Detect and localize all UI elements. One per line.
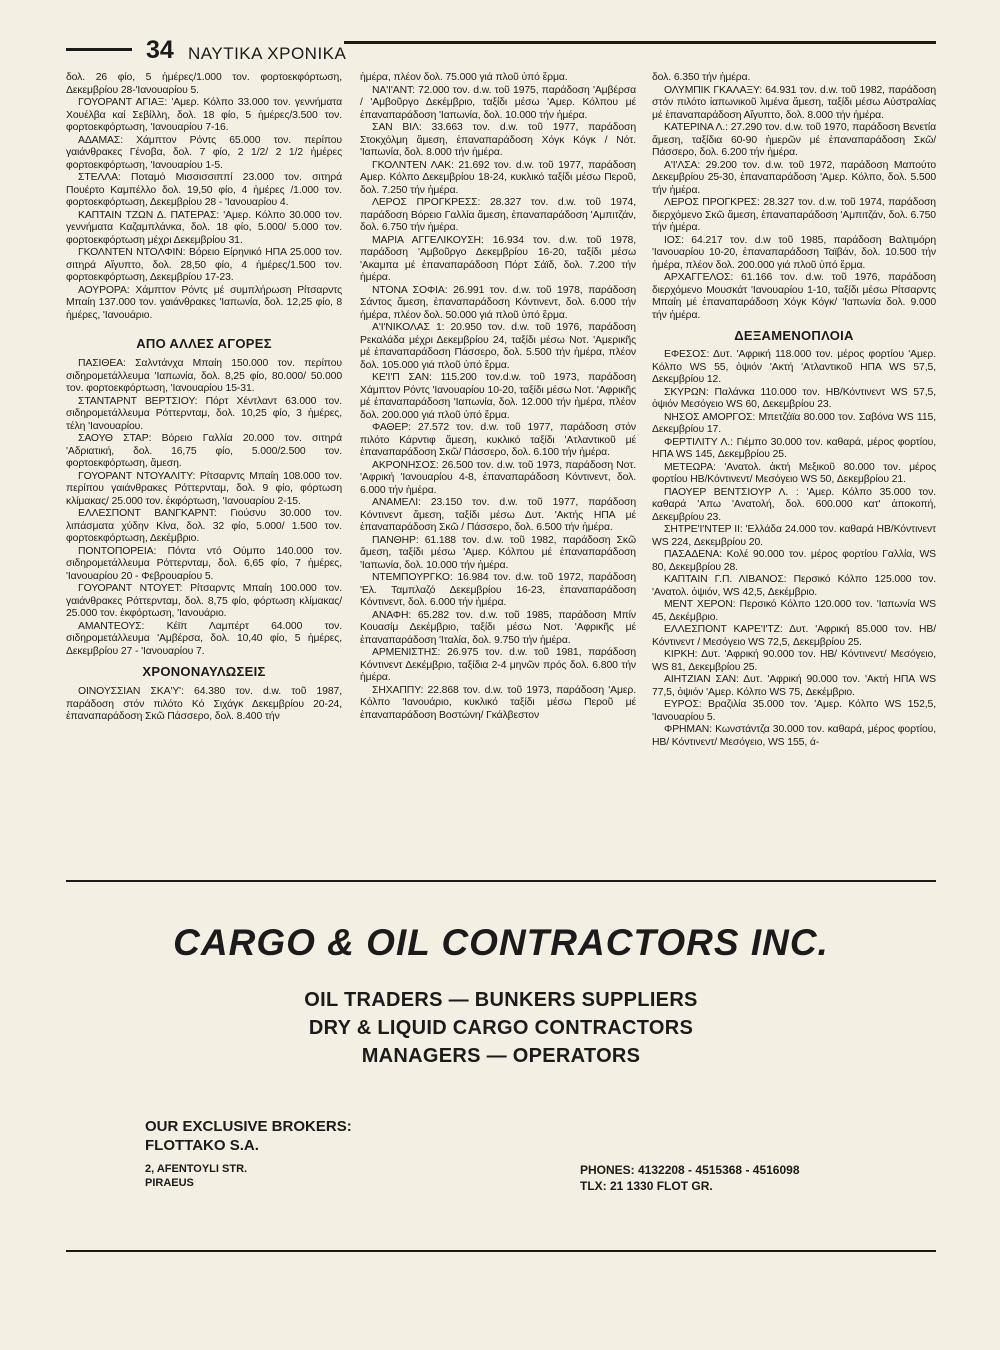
charter-entry: ΜΑΡΙΑ ΑΓΓΕΛΙΚΟΥΣΗ: 16.934 τον. d.w. τοῦ 1978, παράδοση 'Αμβοῦργο Δεκεμβρίου 16-20, ταξίδι μέσω 'Ακαμπα μέ ἐπαναπαράδοση Πόρτ Σάϊδ, δολ. 7.200 τήν ἡμέρα. (360, 234, 636, 283)
column-right (652, 72, 936, 749)
ad-tagline: OIL TRADERS — BUNKERS SUPPLIERS (304, 989, 698, 1011)
ad-tagline: MANAGERS — OPERATORS (361, 1045, 641, 1067)
column-left-intro: δολ. 26 φίο, 5 ἡμέρες/1.000 τον. φορτοεκφόρτωση, Δεκεμβρίου 28-'Ιανουαρίου 5. (66, 72, 342, 96)
ad-company-name: CARGO & OIL CONTRACTORS INC. (173, 922, 829, 963)
charter-entry: ΑΝΑΦΗ: 65.282 τον. d.w. τοῦ 1985, παράδοση Μπίν Κουασίμ Δεκέμβριο, ταξίδι μέσω Νοτ. 'Αφρικῆς μέ ἐπαναπαράδοση 'Ιταλία, δολ. 9.750 τήν ἡμέρα. (360, 609, 636, 646)
charter-entry: ΑΡΧΑΓΓΕΛΟΣ: 61.166 τον. d.w. τοῦ 1976, παράδοση διερχόμενο Μουσκάτ 'Ιανουαρίου 1-10, ταξίδι μέσω Ρίτσαρντς Μπαίη μέ ἐπαναπαράδοση Χόγκ Κόγκ/ 'Ιαπωνία δολ. 9.000 τήν ἡμέρα. (652, 272, 936, 321)
charter-entry: Α'Ι'ΝΙΚΟΛΑΣ 1: 20.950 τον. d.w. τοῦ 1976, παράδοση Ρεκαλάδα μέχρι Δεκεμβρίου 24, ταξίδι μέσω Νοτ. 'Αμερικῆς μέ ἐπαναπαράδοση Πάσσερο, δολ. 5.500 τήν ἡμέρα, πλέον δολ. 105.000 γιά πλοῦ ὑπό ἕρμα. (360, 322, 636, 371)
charter-entry: ΓΚΟΛΝΤΕΝ ΛΑΚ: 21.692 τον. d.w. τοῦ 1977, παράδοση Αμερ. Κόλπο Δεκεμβρίου 18-24, κυκλικό ταξίδι μέσω Περοῦ, δολ. 7.250 τήν ἡμέρα. (360, 159, 636, 196)
charter-entry: ΕΥΡΟΣ: Βραζιλία 35.000 τον. 'Αμερ. Κόλπο WS 152,5, 'Ιανουαρίου 5. (652, 699, 936, 723)
charter-entry: ΚΑΠΤΑΙΝ Γ.Π. ΛΙΒΑΝΟΣ: Περσικό Κόλπο 125.000 τον. 'Ανατολ. ὀψιόν, WS 42,5, Δεκέμβριο. (652, 574, 936, 598)
charter-entry: ΑΜΑΝΤΕΟΥΣ: Κέϊπ Λαμπέρτ 64.000 τον. σιδηρομετάλλευμα 'Αμβέρσα, δολ. 10,40 φίο, 5 ἡμέρες, Δεκεμβρίου 27 - 'Ιανουαρίου 7. (66, 620, 342, 657)
charter-entry: ΙΟΣ: 64.217 τον. d.w τοῦ 1985, παράδοση Βαλτιμόρη 'Ιανουαρίου 10-20, ἐπαναπαράδοση Ταϊβάν, δολ. 10.500 τήν ἡμέρα, πλέον δολ. 200.000 γιά πλοῦ ὑπό ἕρμα. (652, 234, 936, 271)
charter-entry: ΑΔΑΜΑΣ: Χάμπτον Ρόντς 65.000 τον. περίπου γαιάνθρακες Γένοβα, δολ. 7 φίο, 2 1/2/ 2 1/2 ἡμέρες φορτοεκφόρτωση, 'Ιανουαρίου 1-5. (66, 134, 342, 171)
section-heading-time-charters: ΧΡΟΝΟΝΑΥΛΩΣΕΙΣ (142, 664, 266, 679)
charter-entry: ΦΕΡΤΙΛΙΤΥ Λ.: Γιέμπο 30.000 τον. καθαρά, μέρος φορτίου, ΗΠΑ WS 145, Δεκεμβρίου 25. (652, 436, 936, 460)
charter-entry: ΝΤΟΝΑ ΣΟΦΙΑ: 26.991 τον. d.w. τοῦ 1978, παράδοση Σάντος ἄμεση, ἐπαναπαράδοση Κόντινεντ, δολ. 6.000 τήν ἡμέρα, πλέον δολ. 50.000 γιά πλοῦ ὑπό ἕρμα. (360, 284, 636, 321)
charter-entry: ΛΕΡΟΣ ΠΡΟΓΚΡΕΣΣ: 28.327 τον. d.w. τοῦ 1974, παράδοση Βόρειο Γαλλία ἄμεση, ἐπαναπαράδοση 'Αμπιτζάν, δολ. 6.750 τήν ἡμέρα. (360, 197, 636, 233)
charter-entry: ΝΑ'Ι'ΑΝΤ: 72.000 τον. d.w. τοῦ 1975, παράδοση 'Αμβέρσα / 'Αμβοῦργο Δεκέμβριο, ταξίδι μέσω 'Αμερ. Κόλπου μέ ἐπαναπαράδοση 'Ιαπωνία, δολ. 10.000 τήν ἡμέρα. (360, 84, 636, 121)
charter-entry: ΠΑΣΙΘΕΑ: Σαλντάνχα Μπαίη 150.000 τον. περίπου σιδηρομετάλλευμα 'Ιαπωνία, δολ. 8,25 φίο, 80.000/ 50.000 τον. φορτοεκφόρτωση, 'Ιανουαρίου 15-31. (66, 358, 342, 394)
charter-entry: ΠΑΝΘΗΡ: 61.188 τον. d.w. τοῦ 1982, παράδοση Σκῶ ἄμεση, ταξίδι μέσω 'Αμερ. Κόλπου μέ ἐπαναπαράδοση 'Ιαπωνία, δολ. 10.000 τήν ἡμέρα. (360, 534, 636, 571)
column-left (66, 72, 342, 724)
page-header (66, 36, 936, 70)
charter-entry: ΣΗΤΡΕ'Ι'ΝΤΕΡ II: 'Ελλάδα 24.000 τον. καθαρά HB/Κόντινεντ WS 224, Δεκεμβρίου 20. (652, 524, 936, 548)
divider-rule (66, 880, 936, 882)
charter-entry: ΓΟΥΟΡΑΝΤ ΑΓΙΑΞ: 'Αμερ. Κόλπο 33.000 τον. γεννήματα Χουέλβα καί Σεβίλλη, δολ. 18 φίο, 5 ἡμέρες/3.500 τον. φορτοεκφόρτωση, 'Ιανουαρίου 7-16. (66, 97, 342, 133)
charter-entry: ΣΑΟΥΘ ΣΤΑΡ: Βόρειο Γαλλία 20.000 τον. σιτηρά 'Αδριατική, δολ. 16,75 φίο, 5.000/2.500 τον. φορτοεκφόρτωση, ἄμεση. (66, 433, 342, 469)
charter-entry: ΚΕ'Ι'Π ΣΑΝ: 115.200 τον.d.w. τοῦ 1973, παράδοση Χάμπτον Ρόντς 'Ιανουαρίου 10-20, ταξίδι μέσω Νοτ. 'Αφρικῆς μέ ἐπαναπαράδοση 'Ιαπωνία, δολ. 12.000 τήν ἡμέρα, πλέον δολ. 200.000 γιά πλοῦ ὑπό ἕρμα. (360, 372, 636, 421)
ad-phones: PHONES: 4132208 - 4515368 - 4516098 (580, 1163, 800, 1177)
column-middle-intro: ἡμέρα, πλέον δολ. 75.000 γιά πλοῦ ὑπό ἕρμα. (360, 72, 568, 83)
charter-entry: Α'Ι'ΛΣΑ: 29.200 τον. d.w. τοῦ 1972, παράδοση Μαπούτο Δεκεμβρίου 25-30, ἐπαναπαράδοση 'Αμερ. Κόλπο, δολ. 5.500 τήν ἡμέρα. (652, 159, 936, 196)
charter-entry: ΑΝΑΜΕΛΙ: 23.150 τον. d.w. τοῦ 1977, παράδοση Κόντινεντ ἄμεση, ταξίδι μέσω Δυτ. 'Ακτής ΗΠΑ μέ ἐπαναπαράδοση Σκῶ / Πάσσερο, δολ. 6.500 τήν ἡμέρα. (360, 497, 636, 533)
charter-entry: ΠΑΟΥΕΡ ΒΕΝΤΣΙΟΥΡ Λ. : 'Αμερ. Κόλπο 35.000 τον. καθαρά 'Απω 'Ανατολή, δολ. 600.000 κατ' ἀποκοπή, Δεκεμβρίου 23. (652, 486, 936, 523)
page-number: 34 (146, 36, 174, 64)
charter-entry: ΦΑΘΕΡ: 27.572 τον. d.w. τοῦ 1977, παράδοση στόν πιλότο Κάρντιφ ἄμεση, κυκλικό ταξίδι 'Ατλαντικοῦ μέ ἐπαναπαράδοση Σκῶ/ Πάσσερο, δολ. 6.100 τήν ἡμέρα. (360, 422, 636, 458)
charter-entry: ΝΤΕΜΠΟΥΡΓΚΟ: 16.984 τον. d.w. τοῦ 1972, παράδοση 'Ελ. Ταμπλαζό Δεκεμβρίου 16-23, ἐπαναπαράδοση Κόντινεντ, δολ. 6.000 τήν ἡμέρα. (360, 572, 636, 608)
section-heading-tankers: ΔΕΞΑΜΕΝΟΠΛΟΙΑ (734, 328, 854, 343)
charter-entry: ΜΕΤΕΩΡΑ: 'Ανατολ. ἀκτή Μεξικοῦ 80.000 τον. μέρος φορτίου HB/Κόντινεντ/ Μεσόγειο WS 50, Δεκεμβρίου 21. (652, 461, 936, 485)
charter-entry: ΟΛΥΜΠΙΚ ΓΚΑΛΑΞΥ: 64.931 τον. d.w. τοῦ 1982, παράδοση στόν πιλότο ἰαπωνικοῦ λιμένα ἄμεση, ταξίδι μέσω Αὐστραλίας μέ ἐπαναπαράδοση Αἴγυπτο, δολ. 8.000 τήν ἡμέρα. (652, 84, 936, 121)
charter-entry: ΛΕΡΟΣ ΠΡΟΓΚΡΕΣ: 28.327 τον. d.w. τοῦ 1974, παράδοση διερχόμενο Σκῶ ἄμεση, ἐπαναπαράδοση 'Αμπιτζάν, δολ. 6.750 τήν ἡμέρα. (652, 197, 936, 233)
charter-entry: ΑΡΜΕΝΙΣΤΗΣ: 26.975 τον. d.w. τοῦ 1981, παράδοση Κόντινεντ Δεκέμβριο, ταξίδια 2-4 μηνῶν πρός δολ. 6.800 τήν ἡμέρα. (360, 647, 636, 683)
column-middle (360, 72, 636, 722)
publication-title: ΝΑΥΤΙΚΑ ΧΡΟΝΙΚΑ (188, 44, 347, 63)
charter-entry: ΝΗΣΟΣ ΑΜΟΡΓΟΣ: Μπετζάϊα 80.000 τον. Σαβόνα WS 115, Δεκεμβρίου 17. (652, 411, 936, 435)
charter-entry: ΚΑΤΕΡΙΝΑ Λ.: 27.290 τον. d.w. τοῦ 1970, παράδοση Βενετία ἄμεση, ταξίδια 60-90 ἡμερῶν μέ ἐπαναπαράδοση Σκῶ/ Πάσσερο, δολ. 6.200 τήν ἡμέρα. (652, 122, 936, 158)
charter-entry: ΣΤΕΛΛΑ: Ποταμό Μισσισσιππί 23.000 τον. σιτηρά Πουέρτο Καμπέλλο δολ. 19,50 φίο, 4 ἡμέρες /1.000 τον. φορτοεκφόρτωση, Δεκεμβρίου 28 - 'Ιανουαρίου 4. (66, 172, 342, 208)
charter-entry: ΣΑΝ ΒΙΛ: 33.663 τον. d.w. τοῦ 1977, παράδοση Στοκχόλμη ἄμεση, ἐπαναπαράδοση Χόγκ Κόγκ / Νότ. 'Ιαπωνία, δολ. 8.000 τήν ἡμέρα. (360, 122, 636, 158)
charter-entry: ΑΚΡΟΝΗΣΟΣ: 26.500 τον. d.w. τοῦ 1973, παράδοση Νοτ. 'Αφρική 'Ιανουαρίου 4-8, ἐπαναπαράδοση Κόντινεντ, δολ. 6.000 τήν ἡμέρα. (360, 459, 636, 496)
ad-city: PIRAEUS (145, 1177, 194, 1189)
charter-entry: ΜΕΝΤ ΧΕΡΟΝ: Περσικό Κόλπο 120.000 τον. 'Ιαπωνία WS 45, Δεκέμβριο. (652, 599, 936, 623)
column-left-dry-charters (66, 97, 342, 322)
charter-entry: ΠΟΝΤΟΠΟΡΕΙΑ: Πόντα ντό Ούμπο 140.000 τον. σιδηρομετάλλευμα Ρόττερνταμ, δολ. 6,65 φίο, 7 ἡμέρες, 'Ιανουαρίου 20 - Φεβρουαρίου 5. (66, 545, 342, 582)
charter-entry: ΓΟΥΟΡΑΝΤ ΝΤΟΥΑΛΙΤΥ: Ρίτσαρντς Μπαίη 108.000 τον. περίπου γαιάνθρακες Ρόττερνταμ, δολ. 9 φίο, φόρτωση κλίμακας/ 25.000 τον. ἐκφόρτωση, 'Ιανουαρίου 2-15. (66, 470, 342, 507)
header-rule-right (344, 41, 936, 44)
ad-telex: TLX: 21 1330 FLOT GR. (580, 1179, 713, 1193)
ad-broker-name: FLOTTAKO S.A. (145, 1137, 259, 1154)
header-rule-left (66, 48, 132, 51)
charter-entry: ΚΙΡΚΗ: Δυτ. 'Αφρική 90.000 τον. HB/ Κόντινεντ/ Μεσόγειο, WS 81, Δεκεμβρίου 25. (652, 649, 936, 673)
charter-entry: ΣΤΑΝΤΑΡΝΤ ΒΕΡΤΣΙΟΥ: Πόρτ Χέντλαντ 63.000 τον. σιδηρομετάλλευμα Ρόττερνταμ, δολ. 10,25 φίο, 3 ἡμέρες, τέλη 'Ιανουαρίου. (66, 395, 342, 432)
charter-entry: ΚΑΠΤΑΙΝ ΤΖΩΝ Δ. ΠΑΤΕΡΑΣ: 'Αμερ. Κόλπο 30.000 τον. γεννήματα Καζαμπλάνκα, δολ. 18 φίο, 5.000/ 5.000 τον. φορτοεκφόρτωση μέχρι Δεκεμβρίου 31. (66, 209, 342, 246)
section-heading-other-markets: ΑΠΟ ΑΛΛΕΣ ΑΓΟΡΕΣ (136, 336, 272, 351)
charter-entry: ΕΦΕΣΟΣ: Δυτ. 'Αφρική 118.000 τον. μέρος φορτίου 'Αμερ. Κόλπο WS 55, ὀψιόν 'Ακτή 'Ατλαντικοῦ ΗΠΑ WS 57,5, Δεκεμβρίου 12. (652, 349, 936, 385)
charter-entry: ΑΟΥΡΟΡΑ: Χάμπτον Ρόντς μέ συμπλήρωση Ρίτσαρντς Μπαίη 137.000 τον. γαιάνθρακες 'Ιαπωνία, δολ. 12,25 φίο, 8 ἡμέρες, 'Ιανουάριο. (66, 284, 342, 321)
ad-tagline: DRY & LIQUID CARGO CONTRACTORS (308, 1017, 694, 1039)
charter-entry: ΕΛΛΕΣΠΟΝΤ ΚΑΡΕ'Ι'ΤΖ: Δυτ. 'Αφρική 85.000 τον. HB/Κόντινεντ / Μεσόγειο WS 72,5, Δεκεμβρίου 25. (652, 624, 936, 648)
footer-rule (66, 1250, 936, 1252)
charter-entry: ΦΡΗΜΑΝ: Κωνστάντζα 30.000 τον. καθαρά, μέρος φορτίου, HB/ Κόντινεντ/ Μεσόγειο, WS 155, ά- (652, 724, 936, 748)
ad-brokers-label: OUR EXCLUSIVE BROKERS: (145, 1118, 352, 1135)
charter-entry: ΣΗΧΑΠΠΥ: 22.868 τον. d.w. τοῦ 1973, παράδοση 'Αμερ. Κόλπο 'Ιανουάριο, κυκλικό ταξίδι μέσω Περοῦ μέ ἐπαναπαράδοση Βοστώνη/ Γκάλβεστον (360, 684, 636, 721)
ad-address: 2, AFENTOYLI STR. (145, 1163, 248, 1175)
column-right-intro: δολ. 6.350 τήν ἡμέρα. (652, 72, 751, 83)
charter-entry: ΣΚΥΡΩΝ: Παλάνκα 110.000 τον. HB/Κόντινεντ WS 57,5, ὀψιόν Μεσόγειο WS 60, Δεκεμβρίου 23. (652, 386, 936, 410)
charter-entry: ΟΙΝΟΥΣΣΙΑΝ ΣΚΑ'Υ': 64.380 τον. d.w. τοῦ 1987, παράδοση στόν πιλότο Κό Σιχάγκ Δεκεμβρίου 20-24, ἐπαναπαράδοση Σκῶ Πάσσερο, δολ. 8.400 τήν (66, 686, 342, 722)
charter-entry: ΑΙΗΤΖΙΑΝ ΣΑΝ: Δυτ. 'Αφρική 90.000 τον. 'Ακτή ΗΠΑ WS 77,5, ὀψιόν 'Αμερ. Κόλπο WS 75, Δεκέμβριο. (652, 674, 936, 698)
charter-entry: ΕΛΛΕΣΠΟΝΤ ΒΑΝΓΚΑΡΝΤ: Γιούσνυ 30.000 τον. λιπάσματα χύδην Κίνα, δολ. 32 φίο, 5.000/ 1.500 τον. φορτοεκφόρτωση, Δεκέμβριο. (66, 508, 342, 544)
charter-entry: ΠΑΣΑΔΕΝΑ: Κολέ 90.000 τον. μέρος φορτίου Γαλλία, WS 80, Δεκεμβρίου 28. (652, 549, 936, 573)
charter-entry: ΓΚΟΛΝΤΕΝ ΝΤΟΛΦΙΝ: Βόρειο Είρηνικό ΗΠΑ 25.000 τον. σιτηρά Αἴγυπτο, δολ. 28,50 φίο, 4 ἡμέρες/1.500 τον. φορτοεκφόρτωση, Δεκεμβρίου 17-23. (66, 247, 342, 283)
column-left-other-markets (66, 358, 342, 658)
charter-entry: ΓΟΥΟΡΑΝΤ ΝΤΟΥΕΤ: Ρίτσαρντς Μπαίη 100.000 τον. γαιάνθρακες Ρόττερνταμ, δολ. 8,75 φίο, φόρτωση κλίμακας/ 25.000 τον. ἐκφόρτωση, 'Ιανουάριο. (66, 583, 342, 619)
